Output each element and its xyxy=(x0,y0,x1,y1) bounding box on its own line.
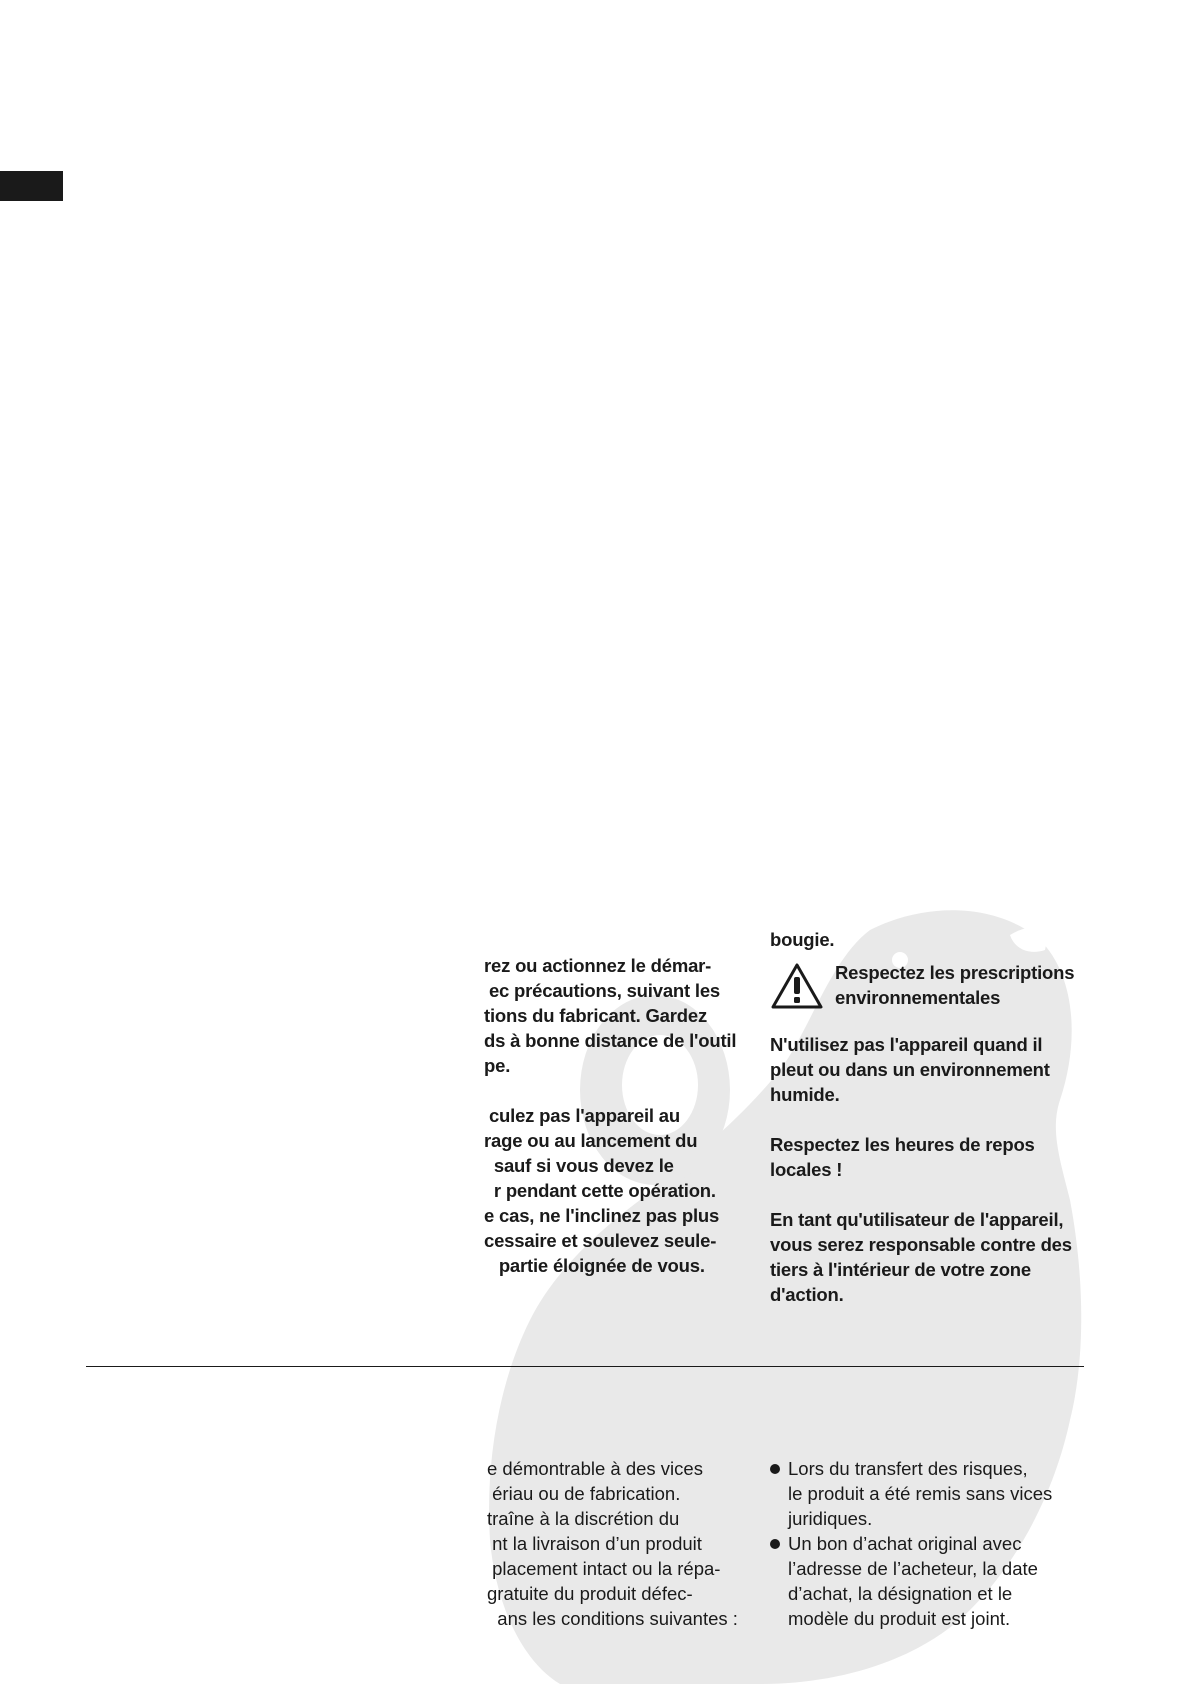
text-line: En tant qu'utilisateur de l'appareil, xyxy=(770,1209,1064,1230)
warning-line: Respectez les prescriptions xyxy=(835,962,1075,983)
safety-text-right-column xyxy=(770,927,1100,1307)
text-line: nt la livraison d’un produit xyxy=(487,1533,702,1554)
text-line: rage ou au lancement du xyxy=(484,1130,698,1151)
text-line: culez pas l'appareil au xyxy=(484,1105,680,1126)
warranty-conditions-list xyxy=(770,1456,1100,1631)
text-line: vous serez responsable contre des xyxy=(770,1234,1072,1255)
text-line: ériau ou de fabrication. xyxy=(487,1483,681,1504)
text-line: pleut ou dans un environnement xyxy=(770,1059,1050,1080)
section-divider xyxy=(86,1366,1084,1367)
list-item-line: Lors du transfert des risques, xyxy=(788,1458,1028,1479)
list-item-line: d’achat, la désignation et le xyxy=(788,1583,1013,1604)
warning-triangle-icon xyxy=(770,962,824,1010)
list-item-line: modèle du produit est joint. xyxy=(788,1608,1011,1629)
text-line: tions du fabricant. Gardez xyxy=(484,1005,707,1026)
text-line: locales ! xyxy=(770,1159,843,1180)
text-line: e démontrable à des vices xyxy=(487,1458,703,1479)
text-line: rez ou actionnez le démar- xyxy=(484,955,712,976)
list-item-line: l’adresse de l’acheteur, la date xyxy=(788,1558,1038,1579)
warranty-text-left-column xyxy=(487,1456,747,1631)
list-item-line: juridiques. xyxy=(788,1508,873,1529)
text-line: cessaire et soulevez seule- xyxy=(484,1230,717,1251)
text-line: d'action. xyxy=(770,1284,844,1305)
text-line: ds à bonne distance de l'outil xyxy=(484,1030,737,1051)
list-item xyxy=(770,1531,1100,1631)
safety-text-left-column xyxy=(484,953,744,1278)
text-line: bougie. xyxy=(770,929,835,950)
text-line: gratuite du produit défec- xyxy=(487,1583,693,1604)
text-line: r pendant cette opération. xyxy=(484,1180,716,1201)
text-line: sauf si vous devez le xyxy=(484,1155,674,1176)
text-line: ans les conditions suivantes : xyxy=(487,1608,738,1629)
text-line: humide. xyxy=(770,1084,840,1105)
text-line: ec précautions, suivant les xyxy=(484,980,721,1001)
warning-line: environnementales xyxy=(835,987,1001,1008)
text-line: N'utilisez pas l'appareil quand il xyxy=(770,1034,1043,1055)
text-line: traîne à la discrétion du xyxy=(487,1508,680,1529)
list-item-line: Un bon d’achat original avec xyxy=(788,1533,1022,1554)
bullet-icon xyxy=(770,1464,780,1474)
list-item-line: le produit a été remis sans vices xyxy=(788,1483,1053,1504)
text-line: partie éloignée de vous. xyxy=(484,1255,705,1276)
text-line: Respectez les heures de repos xyxy=(770,1134,1035,1155)
text-line: pe. xyxy=(484,1055,511,1076)
bullet-icon xyxy=(770,1539,780,1549)
text-line: tiers à l'intérieur de votre zone xyxy=(770,1259,1031,1280)
text-line: placement intact ou la répa- xyxy=(487,1558,721,1579)
environment-warning xyxy=(770,960,1100,1032)
text-line: e cas, ne l'inclinez pas plus xyxy=(484,1205,720,1226)
list-item xyxy=(770,1456,1100,1531)
